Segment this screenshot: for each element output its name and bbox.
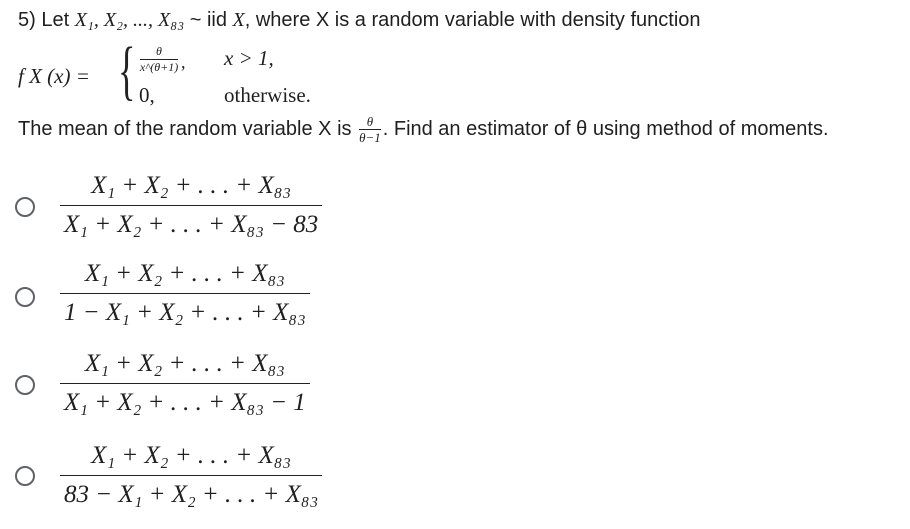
case1-comma: , <box>181 52 186 72</box>
option-3-radio[interactable] <box>15 375 35 395</box>
mean-numerator: θ <box>366 114 374 129</box>
answer-option-2[interactable] <box>0 253 910 343</box>
option-1-radio[interactable] <box>15 197 35 217</box>
option-4-denominator: 83 − X₁ + X₂ + . . . + X₈₃ <box>64 481 319 508</box>
option-4-radio[interactable] <box>15 466 35 486</box>
question-prefix: 5) Let <box>18 9 75 31</box>
density-function <box>18 34 438 112</box>
option-1-denominator: X₁ + X₂ + . . . + X₈₃ − 83 <box>64 211 319 238</box>
case1-fraction <box>136 45 182 74</box>
option-1-fraction-bar <box>60 205 322 206</box>
mean-suffix: . Find an estimator of θ using method of moments. <box>382 117 829 140</box>
option-2-fraction-bar <box>60 293 310 294</box>
option-4-fraction <box>60 439 322 512</box>
question-title <box>18 9 701 32</box>
option-2-fraction <box>60 257 310 330</box>
option-2-numerator: X₁ + X₂ + . . . + X₈₃ <box>84 260 285 287</box>
mean-prefix: The mean of the random variable X is <box>18 117 358 140</box>
case1-numerator: θ <box>156 44 162 58</box>
answer-option-1[interactable] <box>0 163 910 253</box>
mean-fraction <box>359 115 381 144</box>
option-2-radio[interactable] <box>15 287 35 307</box>
mean-statement <box>18 115 829 144</box>
option-3-numerator: X₁ + X₂ + . . . + X₈₃ <box>84 350 285 377</box>
density-label: f X (x) = <box>18 64 90 88</box>
random-variable: X <box>232 9 245 31</box>
option-3-denominator: X₁ + X₂ + . . . + X₈₃ − 1 <box>64 389 306 416</box>
case1-condition: x > 1, <box>224 46 274 70</box>
option-4-fraction-bar <box>60 475 322 476</box>
case1-denominator: x^(θ+1) <box>139 60 179 74</box>
option-4-numerator: X₁ + X₂ + . . . + X₈₃ <box>91 442 292 469</box>
case2-value: 0, <box>139 83 155 107</box>
sample-list: X₁, X₂, ..., X₈₃ <box>74 9 185 31</box>
cases-brace: { <box>118 34 136 107</box>
option-1-numerator: X₁ + X₂ + . . . + X₈₃ <box>91 172 292 199</box>
option-2-denominator: 1 − X₁ + X₂ + . . . + X₈₃ <box>64 299 306 326</box>
answer-option-3[interactable] <box>0 343 910 433</box>
mean-denominator: θ−1 <box>359 130 381 145</box>
case2-condition: otherwise. <box>224 83 311 107</box>
question-rest: , where X is a random variable with density function <box>244 9 701 31</box>
answer-option-4[interactable] <box>0 433 910 523</box>
option-1-fraction <box>60 169 322 242</box>
option-3-fraction <box>60 347 310 420</box>
option-3-fraction-bar <box>60 383 310 384</box>
iid-text: ~ iid <box>184 9 233 31</box>
